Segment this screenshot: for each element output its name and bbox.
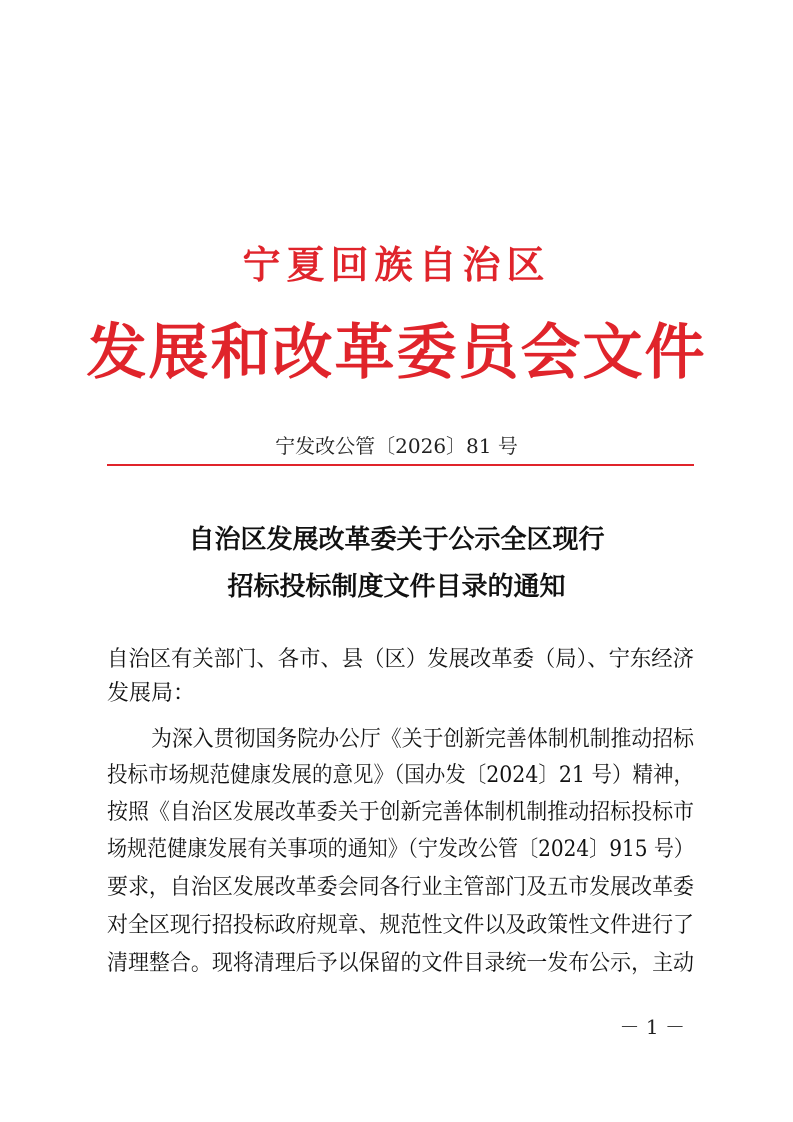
body-line: 对全区现行招投标政府规章、规范性文件以及政策性文件进行了 [107,913,695,938]
body-line: 要求，自治区发展改革委会同各行业主管部门及五市发展改革委 [107,875,695,900]
body-line: 按照《自治区发展改革委关于创新完善体制机制推动招标投标市 [107,800,695,825]
header-line-1: 宁夏回族自治区 [242,242,551,287]
page-number: － 1 － [619,1015,685,1039]
body-line: 为深入贯彻国务院办公厅《关于创新完善体制机制推动招标 [151,727,695,752]
body-line: 发展局： [107,681,196,706]
body-line: 自治区有关部门、各市、县（区）发展改革委（局）、宁东经济 [107,647,695,672]
body-line: 清理整合。现将清理后予以保留的文件目录统一发布公示，主动 [107,951,695,976]
document-number: 宁发改公管〔2026〕81 号 [275,434,518,458]
body-line: 场规范健康发展有关事项的通知》（宁发改公管〔2024〕915 号） [107,837,694,862]
document-title-line-1: 自治区发展改革委关于公示全区现行 [188,525,605,555]
header-line-2: 发展和改革委员会文件 [86,318,707,388]
body-line: 投标市场规范健康发展的意见》（国办发〔2024〕21 号）精神， [107,763,694,788]
document-title-line-2: 招标投标制度文件目录的通知 [227,572,566,602]
red-separator-line [107,464,694,466]
